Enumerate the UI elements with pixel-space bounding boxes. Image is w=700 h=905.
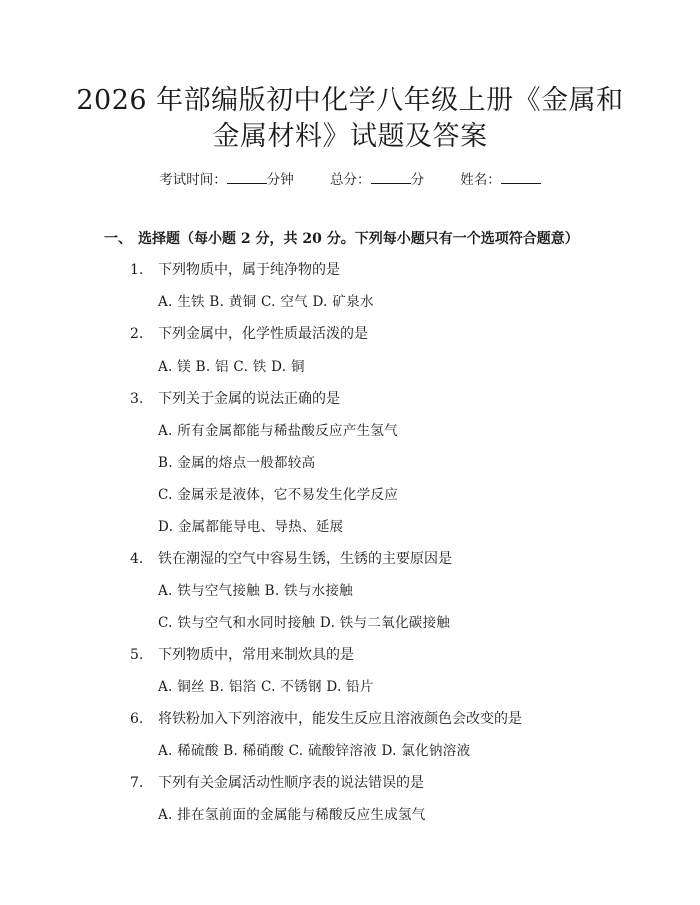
question-text: 下列物质中，属于纯净物的是 <box>158 262 340 278</box>
question-number: 2. <box>130 326 144 342</box>
document-title-line-1: 2026 年部编版初中化学八年级上册《金属和 <box>76 85 624 116</box>
question-text: 下列金属中，化学性质最活泼的是 <box>158 326 368 342</box>
question-number: 5. <box>130 647 144 663</box>
question-3-option-b: B. 金属的熔点一般都较高 <box>158 455 316 471</box>
question-6-options: A. 稀硫酸 B. 稀硝酸 C. 硫酸锌溶液 D. 氯化钠溶液 <box>158 743 471 759</box>
question-3-option-a: A. 所有金属都能与稀盐酸反应产生氢气 <box>158 423 399 439</box>
question-number: 1. <box>130 262 144 278</box>
question-5-options: A. 铜丝 B. 铝箔 C. 不锈钢 D. 铅片 <box>158 679 374 695</box>
exam-info-row <box>0 169 700 189</box>
question-4-options-ab: A. 铁与空气接触 B. 铁与水接触 <box>158 583 354 599</box>
exam-time-blank <box>227 169 267 184</box>
section-heading <box>104 229 579 249</box>
document-title-line-2: 金属材料》试题及答案 <box>212 121 488 152</box>
question-4-options-cd: C. 铁与空气和水同时接触 D. 铁与二氧化碳接触 <box>158 615 451 631</box>
question-3-option-c: C. 金属汞是液体，它不易发生化学反应 <box>158 487 399 503</box>
question-6 <box>130 709 522 729</box>
question-1-options: A. 生铁 B. 黄铜 C. 空气 D. 矿泉水 <box>158 294 374 310</box>
section-number: 一、 <box>104 231 132 247</box>
question-7 <box>130 773 424 793</box>
total-score-unit: 分 <box>410 172 424 188</box>
question-1 <box>130 260 340 280</box>
question-text: 下列物质中，常用来制炊具的是 <box>158 647 354 663</box>
exam-time-unit: 分钟 <box>266 172 294 188</box>
question-7-option-a: A. 排在氢前面的金属能与稀酸反应生成氢气 <box>158 807 426 823</box>
student-name-label: 姓名： <box>460 172 501 188</box>
total-score-label: 总分： <box>330 172 371 188</box>
question-text: 下列有关金属活动性顺序表的说法错误的是 <box>158 775 424 791</box>
question-text: 将铁粉加入下列溶液中，能发生反应且溶液颜色会改变的是 <box>158 711 522 727</box>
question-3 <box>130 389 340 409</box>
question-3-option-d: D. 金属都能导电、导热、延展 <box>158 519 344 535</box>
question-5 <box>130 645 354 665</box>
exam-time-field <box>159 169 294 189</box>
total-score-field <box>330 169 424 189</box>
student-name-blank <box>501 169 541 184</box>
exam-time-label: 考试时间： <box>159 172 227 188</box>
question-text: 铁在潮湿的空气中容易生锈，生锈的主要原因是 <box>158 551 452 567</box>
question-number: 4. <box>130 551 144 567</box>
section-heading-text: 选择题（每小题 2 分，共 20 分。下列每小题只有一个选项符合题意） <box>138 231 579 247</box>
question-2-options: A. 镁 B. 铝 C. 铁 D. 铜 <box>158 359 305 375</box>
student-name-field <box>460 169 541 189</box>
question-text: 下列关于金属的说法正确的是 <box>158 391 340 407</box>
question-number: 6. <box>130 711 144 727</box>
total-score-blank <box>371 169 411 184</box>
question-number: 3. <box>130 391 144 407</box>
question-2 <box>130 324 368 344</box>
question-4 <box>130 549 452 569</box>
question-number: 7. <box>130 775 144 791</box>
